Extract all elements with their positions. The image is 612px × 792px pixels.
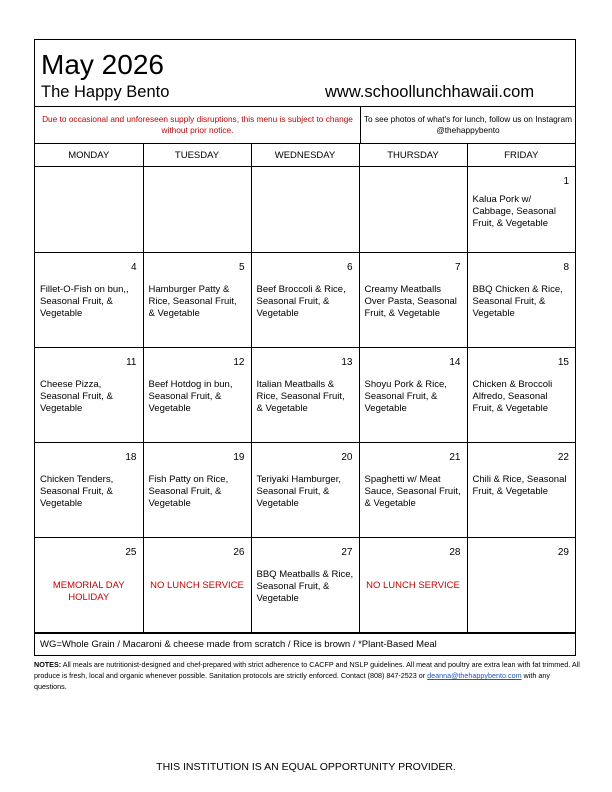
weekday-wednesday: WEDNESDAY xyxy=(251,144,359,167)
weekday-header-row xyxy=(35,144,575,167)
day-cell xyxy=(467,348,575,443)
day-number: 25 xyxy=(125,547,137,558)
disruption-notice: Due to occasional and unforeseen supply disruptions, this menu is subject to change without prior notice. xyxy=(35,107,361,143)
day-cell xyxy=(143,348,251,443)
day-number: 27 xyxy=(341,547,353,558)
day-cell xyxy=(251,443,359,538)
header xyxy=(35,40,575,106)
week-row xyxy=(35,348,575,443)
notes-text: All meals are nutritionist-designed and chef-prepared with strict adherence to CACFP and NSLP guidelines. All meat and poultry are extra lean with fat trimmed. All produce is fresh, local and organic whenever possible. Sanitation protocols are strictly enforced. Contact (808) 847-2523 or xyxy=(34,660,580,680)
day-number: 12 xyxy=(233,357,245,368)
closure-notice: MEMORIAL DAY HOLIDAY xyxy=(52,580,125,603)
week-row xyxy=(35,538,575,633)
day-cell xyxy=(251,348,359,443)
meal-description: Chicken & Broccoli Alfredo, Seasonal Fruit, & Vegetable xyxy=(472,379,553,414)
closure-notice: NO LUNCH SERVICE xyxy=(150,580,244,591)
meal-description: Hamburger Patty & Rice, Seasonal Fruit, & Vegetable xyxy=(148,284,237,319)
day-cell xyxy=(467,538,575,633)
closure-notice: NO LUNCH SERVICE xyxy=(366,580,460,591)
meal-description: Fillet-O-Fish on bun,, Seasonal Fruit, & Vegetable xyxy=(40,284,129,319)
day-cell xyxy=(359,538,467,633)
day-cell xyxy=(143,167,251,253)
day-number: 21 xyxy=(449,452,461,463)
meal-description: Chili & Rice, Seasonal Fruit, & Vegetable xyxy=(472,474,567,497)
meal-description: Fish Patty on Rice, Seasonal Fruit, & Vegetable xyxy=(148,474,229,509)
meal-description: Shoyu Pork & Rice, Seasonal Fruit, & Vegetable xyxy=(364,379,447,414)
day-cell xyxy=(359,443,467,538)
day-cell xyxy=(467,443,575,538)
meal-description: Beef Hotdog in bun, Seasonal Fruit, & Vegetable xyxy=(148,379,233,414)
day-cell xyxy=(251,538,359,633)
day-cell xyxy=(251,167,359,253)
week-row xyxy=(35,443,575,538)
day-number: 4 xyxy=(130,262,137,273)
day-cell xyxy=(35,348,143,443)
weekday-tuesday: TUESDAY xyxy=(143,144,251,167)
day-number: 22 xyxy=(557,452,569,463)
day-cell xyxy=(35,167,143,253)
calendar-grid xyxy=(35,143,575,633)
legend: WG=Whole Grain / Macaroni & cheese made from scratch / Rice is brown / *Plant-Based Meal xyxy=(35,633,575,655)
website-link[interactable]: www.schoollunchhawaii.com xyxy=(325,83,535,101)
instagram-notice: To see photos of what's for lunch, follow us on Instagram @thehappybento xyxy=(363,114,573,135)
weekday-thursday: THURSDAY xyxy=(359,144,467,167)
meal-description: Cheese Pizza, Seasonal Fruit, & Vegetable xyxy=(40,379,113,414)
day-cell xyxy=(359,167,467,253)
day-cell xyxy=(359,253,467,348)
day-cell xyxy=(35,538,143,633)
organization-name: The Happy Bento xyxy=(41,83,170,101)
day-number: 1 xyxy=(563,176,569,187)
day-cell xyxy=(251,253,359,348)
notes-label: NOTES: xyxy=(34,660,62,669)
day-cell xyxy=(467,167,575,253)
meal-description: Creamy Meatballs Over Pasta, Seasonal Fruit, & Vegetable xyxy=(364,284,457,319)
day-number: 7 xyxy=(454,262,461,273)
day-number: 29 xyxy=(557,547,569,558)
notice-row xyxy=(35,106,575,143)
day-number: 26 xyxy=(233,547,245,558)
day-number: 13 xyxy=(341,357,353,368)
day-number: 20 xyxy=(341,452,353,463)
day-number: 18 xyxy=(125,452,137,463)
equal-opportunity-statement: THIS INSTITUTION IS AN EQUAL OPPORTUNITY PROVIDER. xyxy=(156,761,456,773)
day-cell xyxy=(143,443,251,538)
meal-description: Spaghetti w/ Meat Sauce, Seasonal Fruit, & Vegetable xyxy=(364,474,461,509)
day-number: 6 xyxy=(346,262,353,273)
meal-description: Teriyaki Hamburger, Seasonal Fruit, & Vegetable xyxy=(256,474,341,509)
menu-calendar xyxy=(34,39,576,656)
day-number: 8 xyxy=(563,262,569,273)
notes-tail: with any questions. xyxy=(34,671,550,691)
weekday-friday: FRIDAY xyxy=(467,144,575,167)
meal-description: BBQ Meatballs & Rice, Seasonal Fruit, & Vegetable xyxy=(256,569,354,604)
day-cell xyxy=(35,253,143,348)
contact-email-link[interactable]: deanna@thehappybento.com xyxy=(427,671,522,680)
meal-description: Beef Broccoli & Rice, Seasonal Fruit, & Vegetable xyxy=(256,284,346,319)
day-cell xyxy=(467,253,575,348)
meal-description: Italian Meatballs & Rice, Seasonal Fruit, & Vegetable xyxy=(256,379,345,414)
week-row xyxy=(35,253,575,348)
meal-description: BBQ Chicken & Rice, Seasonal Fruit, & Vegetable xyxy=(472,284,563,319)
calendar-weeks xyxy=(35,167,575,633)
day-number: 5 xyxy=(238,262,245,273)
day-number: 15 xyxy=(557,357,569,368)
day-number: 19 xyxy=(233,452,245,463)
day-number: 14 xyxy=(449,357,461,368)
day-cell xyxy=(359,348,467,443)
day-cell xyxy=(143,253,251,348)
day-cell xyxy=(143,538,251,633)
week-row xyxy=(35,167,575,253)
page-title: May 2026 xyxy=(41,49,164,80)
day-number: 28 xyxy=(449,547,461,558)
footnote xyxy=(34,659,580,692)
meal-description: Kalua Pork w/ Cabbage, Seasonal Fruit, & Vegetable xyxy=(472,194,556,229)
weekday-monday: MONDAY xyxy=(35,144,143,167)
day-cell xyxy=(35,443,143,538)
day-number: 11 xyxy=(126,357,137,368)
meal-description: Chicken Tenders, Seasonal Fruit, & Vegetable xyxy=(40,474,114,509)
